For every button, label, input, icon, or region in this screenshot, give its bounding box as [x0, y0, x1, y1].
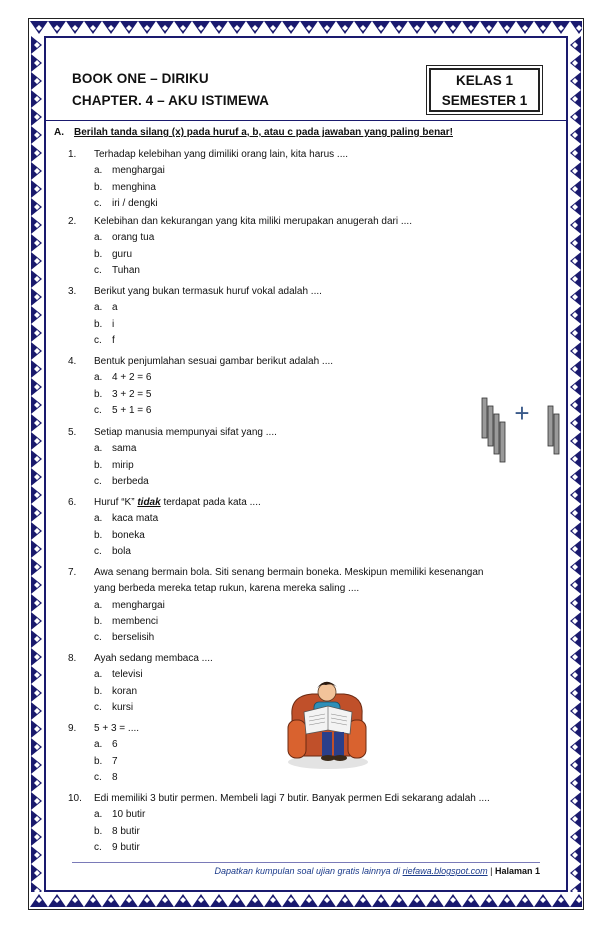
question-text: Kelebihan dan kekurangan yang kita miliki merupakan anugerah dari ....	[94, 216, 412, 227]
answer-option[interactable]	[94, 632, 154, 643]
answer-option[interactable]	[94, 600, 165, 611]
question-5	[68, 427, 277, 438]
footer-text: Dapatkan kumpulan soal ujian gratis lainnya di	[214, 866, 403, 876]
class-label: KELAS 1	[455, 73, 513, 88]
answer-option[interactable]	[94, 669, 143, 680]
option-letter: b.	[94, 318, 103, 330]
question-emphasis: tidak	[137, 497, 161, 508]
option-text: televisi	[112, 669, 143, 681]
option-letter: c.	[94, 197, 102, 209]
section-letter: A.	[54, 127, 64, 138]
answer-option[interactable]	[94, 460, 134, 471]
option-letter: b.	[94, 755, 103, 767]
left-bar-group	[482, 398, 505, 462]
worksheet-content	[46, 38, 566, 890]
answer-option[interactable]	[94, 546, 131, 557]
option-letter: b.	[94, 615, 103, 627]
man-reading-newspaper-illustration	[282, 674, 370, 770]
option-text: 10 butir	[112, 809, 146, 821]
option-text: 7	[112, 755, 118, 767]
option-text: Tuhan	[112, 264, 140, 276]
header-separator	[46, 120, 566, 121]
question-3	[68, 286, 322, 297]
answer-option[interactable]	[94, 319, 114, 330]
question-text: Huruf “K”	[94, 497, 138, 508]
option-text: menghargai	[112, 165, 165, 177]
answer-option[interactable]	[94, 530, 145, 541]
question-number: 5.	[68, 427, 77, 438]
question-text: Awa senang bermain bola. Siti senang bermain boneka. Meskipun memiliki kesenangan	[94, 567, 484, 578]
answer-option[interactable]	[94, 443, 136, 454]
question-number: 1.	[68, 149, 77, 160]
option-text: koran	[112, 685, 138, 697]
option-text: menghargai	[112, 599, 165, 611]
question-10	[68, 793, 490, 804]
option-text: a	[112, 302, 118, 314]
question-number: 6.	[68, 497, 77, 508]
option-text: i	[112, 318, 115, 330]
answer-option[interactable]	[94, 232, 154, 243]
answer-option[interactable]	[94, 198, 158, 209]
question-number: 9.	[68, 723, 77, 734]
instruction-text: Berilah tanda silang (x) pada huruf a, b, atau c pada jawaban yang paling benar!	[74, 127, 453, 138]
option-letter: c.	[94, 264, 102, 276]
question-9	[68, 723, 139, 734]
option-text: berbeda	[112, 475, 149, 487]
option-letter: c.	[94, 545, 102, 557]
book-title: BOOK ONE – DIRIKU	[72, 71, 209, 86]
option-letter: a.	[94, 513, 103, 525]
option-letter: c.	[94, 404, 102, 416]
option-text: guru	[112, 248, 133, 260]
option-letter: a.	[94, 443, 103, 455]
option-text: 8 butir	[112, 825, 140, 837]
question-number: 3.	[68, 286, 77, 297]
bottom-border-pattern	[30, 892, 582, 908]
footer	[214, 866, 540, 876]
option-letter: a.	[94, 165, 103, 177]
question-text: Terhadap kelebihan yang dimiliki orang lain, kita harus ....	[94, 149, 349, 160]
answer-option[interactable]	[94, 772, 118, 783]
option-letter: a.	[94, 599, 103, 611]
option-letter: b.	[94, 388, 103, 400]
class-semester-box	[429, 68, 540, 112]
option-text: sama	[112, 443, 137, 455]
option-letter: c.	[94, 771, 102, 783]
answer-option[interactable]	[94, 826, 140, 837]
option-letter: a.	[94, 302, 103, 314]
option-letter: a.	[94, 809, 103, 821]
answer-option[interactable]	[94, 302, 118, 313]
option-text: 9 butir	[112, 841, 140, 853]
answer-option[interactable]	[94, 702, 133, 713]
option-letter: b.	[94, 181, 103, 193]
option-text: 8	[112, 771, 118, 783]
option-text: f	[112, 334, 115, 346]
option-text: menghina	[112, 181, 156, 193]
answer-option[interactable]	[94, 182, 156, 193]
option-letter: b.	[94, 459, 103, 471]
answer-option[interactable]	[94, 739, 118, 750]
option-text: bola	[112, 545, 131, 557]
option-letter: b.	[94, 248, 103, 260]
option-text: berselisih	[112, 632, 155, 644]
option-letter: c.	[94, 841, 102, 853]
question-text: Berikut yang bukan termasuk huruf vokal adalah ....	[94, 286, 322, 297]
question-text: Edi memiliki 3 butir permen. Membeli lagi 7 butir. Banyak permen Edi sekarang adalah ....	[94, 793, 490, 804]
option-text: kursi	[112, 701, 134, 713]
question-text: terdapat pada kata ....	[160, 497, 261, 508]
question-7	[68, 567, 484, 578]
question-number: 4.	[68, 356, 77, 367]
answer-option[interactable]	[94, 335, 115, 346]
option-letter: c.	[94, 632, 102, 644]
footer-link[interactable]: riefawa.blogspot.com	[402, 866, 488, 876]
question-2	[68, 216, 412, 227]
answer-option[interactable]	[94, 405, 151, 416]
option-text: 5 + 1 = 6	[112, 404, 152, 416]
page-number: Halaman 1	[494, 866, 540, 876]
option-text: membenci	[112, 615, 159, 627]
question-text: Ayah sedang membaca ....	[94, 653, 213, 664]
footer-separator-text: |	[487, 866, 495, 876]
answer-option[interactable]	[94, 372, 151, 383]
question-text-continued: yang berbeda mereka tetap rukun, karena mereka saling ....	[94, 583, 360, 595]
option-text: iri / dengki	[112, 197, 158, 209]
answer-option[interactable]	[94, 809, 145, 820]
option-letter: b.	[94, 529, 103, 541]
option-letter: b.	[94, 685, 103, 697]
top-border-pattern	[30, 20, 582, 36]
option-letter: a.	[94, 232, 103, 244]
semester-label: SEMESTER 1	[441, 93, 528, 108]
question-text: Setiap manusia mempunyai sifat yang ....	[94, 427, 277, 438]
answer-option[interactable]	[94, 249, 132, 260]
answer-option[interactable]	[94, 842, 140, 853]
left-border-pattern	[30, 36, 44, 892]
option-letter: a.	[94, 739, 103, 751]
option-text: mirip	[112, 459, 134, 471]
question-6	[68, 497, 261, 508]
question-number: 10.	[68, 793, 82, 804]
option-text: 3 + 2 = 5	[112, 388, 152, 400]
option-letter: a.	[94, 372, 103, 384]
option-letter: a.	[94, 669, 103, 681]
answer-option[interactable]	[94, 265, 140, 276]
footer-separator	[72, 862, 540, 863]
question-number: 7.	[68, 567, 77, 578]
option-letter: c.	[94, 701, 102, 713]
q4-bars-illustration	[480, 394, 560, 470]
question-number: 2.	[68, 216, 77, 227]
option-letter: c.	[94, 334, 102, 346]
option-text: boneka	[112, 529, 145, 541]
section-instruction	[54, 127, 453, 138]
question-4	[68, 356, 333, 367]
question-number: 8.	[68, 653, 77, 664]
answer-option[interactable]	[94, 476, 149, 487]
option-text: 6	[112, 739, 118, 751]
option-text: 4 + 2 = 6	[112, 372, 152, 384]
question-8	[68, 653, 213, 664]
option-text: orang tua	[112, 232, 155, 244]
right-bar-group	[548, 406, 559, 454]
option-letter: b.	[94, 825, 103, 837]
answer-option[interactable]	[94, 686, 137, 697]
answer-option[interactable]	[94, 513, 158, 524]
option-text: kaca mata	[112, 513, 159, 525]
right-border-pattern	[568, 36, 582, 892]
question-text: Bentuk penjumlahan sesuai gambar berikut adalah ....	[94, 356, 334, 367]
answer-option[interactable]	[94, 756, 118, 767]
question-1	[68, 149, 348, 160]
answer-option[interactable]	[94, 389, 151, 400]
plus-sign: +	[514, 398, 530, 428]
answer-option[interactable]	[94, 165, 165, 176]
question-text: 5 + 3 = ....	[94, 723, 140, 734]
option-letter: c.	[94, 475, 102, 487]
chapter-title: CHAPTER. 4 – AKU ISTIMEWA	[72, 93, 270, 108]
answer-option[interactable]	[94, 616, 158, 627]
